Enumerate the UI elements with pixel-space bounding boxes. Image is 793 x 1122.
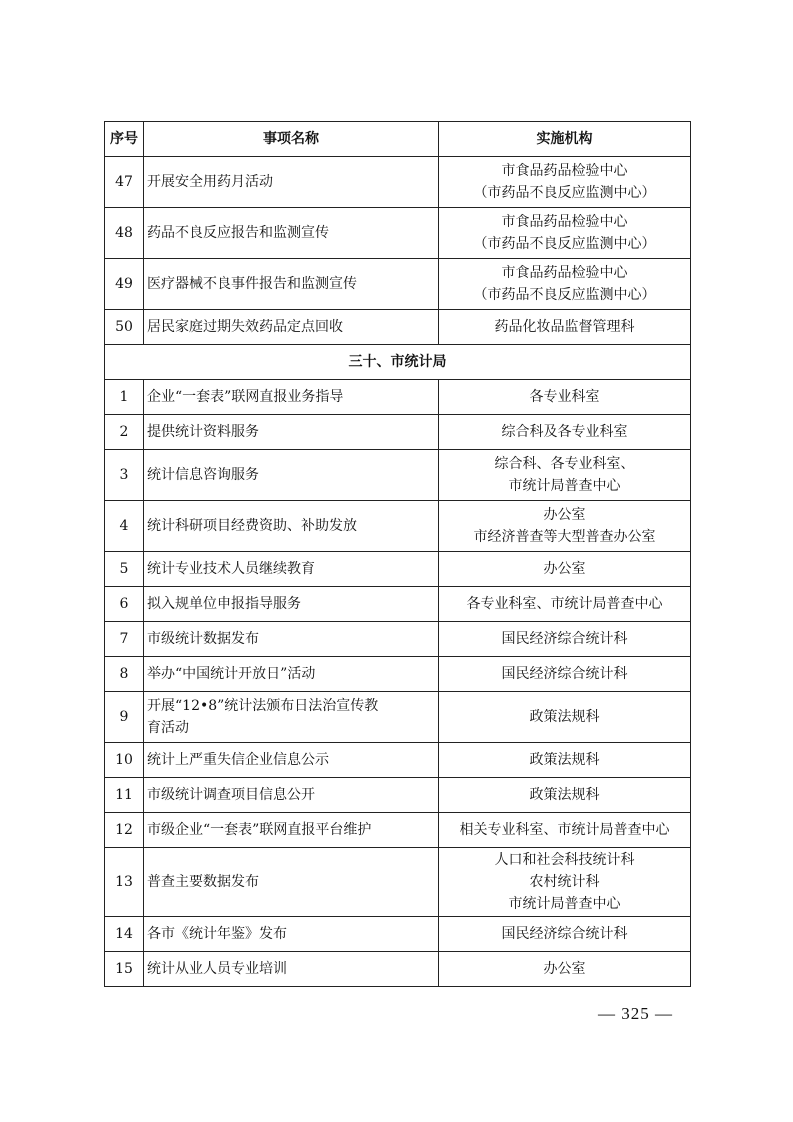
item-name: [144, 622, 439, 657]
item-name-line: 医疗器械不良事件报告和监测宣传: [147, 276, 357, 292]
header-organization: 实施机构: [439, 122, 691, 157]
row-number: 7: [105, 622, 144, 657]
item-name: [144, 587, 439, 622]
item-name: [144, 692, 439, 743]
organization: [439, 208, 691, 259]
organization-line: 相关专业科室、市统计局普查中心: [459, 822, 670, 838]
table-row: [105, 259, 691, 310]
organization-line: 国民经济综合统计科: [501, 631, 628, 647]
organization: [439, 310, 691, 345]
organization: [439, 917, 691, 952]
table-row: [105, 415, 691, 450]
row-number: 6: [105, 587, 144, 622]
organization: [439, 259, 691, 310]
organization-line: 人口和社会科技统计科: [494, 852, 635, 868]
organization: [439, 415, 691, 450]
item-name-line: 普查主要数据发布: [147, 874, 259, 890]
item-name-line: 拟入规单位申报指导服务: [147, 596, 301, 612]
item-name-line: 举办“中国统计开放日”活动: [147, 666, 316, 682]
row-number: 15: [105, 952, 144, 987]
table-header-row: [105, 122, 691, 157]
organization-line: 国民经济综合统计科: [501, 926, 628, 942]
section-row: [105, 345, 691, 380]
table-row: [105, 450, 691, 501]
item-name: [144, 259, 439, 310]
item-name: [144, 917, 439, 952]
table-row: [105, 692, 691, 743]
table-row: [105, 917, 691, 952]
item-name-line: 各市《统计年鉴》发布: [147, 926, 287, 942]
organization-line: 农村统计科: [529, 874, 600, 890]
row-number: 9: [105, 692, 144, 743]
item-name: [144, 208, 439, 259]
organization-line: （市药品不良反应监测中心）: [473, 185, 656, 201]
organization: [439, 501, 691, 552]
table-row: [105, 157, 691, 208]
organization-line: 综合科及各专业科室: [501, 424, 628, 440]
item-name-line: 统计科研项目经费资助、补助发放: [147, 518, 357, 534]
row-number: 47: [105, 157, 144, 208]
organization-line: 市食品药品检验中心: [501, 163, 628, 179]
table-row: [105, 310, 691, 345]
organization: [439, 692, 691, 743]
section-title: 三十、市统计局: [105, 345, 691, 380]
row-number: 4: [105, 501, 144, 552]
table-row: [105, 743, 691, 778]
organization: [439, 848, 691, 917]
organization: [439, 450, 691, 501]
organization-line: 各专业科室、市统计局普查中心: [466, 596, 663, 612]
item-name-line: 市级统计数据发布: [147, 631, 259, 647]
item-name-line: 育活动: [147, 720, 189, 736]
organization: [439, 743, 691, 778]
item-name-line: 提供统计资料服务: [147, 424, 259, 440]
row-number: 5: [105, 552, 144, 587]
organization-line: 政策法规科: [529, 709, 600, 725]
header-number: 序号: [105, 122, 144, 157]
item-name-line: 市级企业“一套表”联网直报平台维护: [147, 822, 372, 838]
item-name: [144, 657, 439, 692]
item-name-line: 药品不良反应报告和监测宣传: [147, 225, 329, 241]
organization-line: 市经济普查等大型普查办公室: [473, 529, 656, 545]
organization-line: 国民经济综合统计科: [501, 666, 628, 682]
item-name-line: 开展“12•8”统计法颁布日法治宣传教: [147, 698, 379, 714]
items-table: [104, 121, 691, 987]
organization: [439, 552, 691, 587]
row-number: 14: [105, 917, 144, 952]
organization-line: 办公室: [543, 507, 586, 523]
organization-line: 市统计局普查中心: [508, 478, 621, 494]
item-name-line: 统计信息咨询服务: [147, 467, 259, 483]
table-row: [105, 501, 691, 552]
table-row: [105, 657, 691, 692]
organization-line: （市药品不良反应监测中心）: [473, 236, 656, 252]
table-row: [105, 587, 691, 622]
table-row: [105, 952, 691, 987]
item-name: [144, 813, 439, 848]
item-name: [144, 848, 439, 917]
row-number: 10: [105, 743, 144, 778]
item-name: [144, 450, 439, 501]
organization-line: 办公室: [543, 561, 586, 577]
item-name: [144, 380, 439, 415]
item-name-line: 居民家庭过期失效药品定点回收: [147, 319, 343, 335]
row-number: 1: [105, 380, 144, 415]
item-name: [144, 552, 439, 587]
row-number: 50: [105, 310, 144, 345]
row-number: 8: [105, 657, 144, 692]
item-name-line: 统计上严重失信企业信息公示: [147, 752, 329, 768]
organization-line: 办公室: [543, 961, 586, 977]
table-row: [105, 552, 691, 587]
row-number: 3: [105, 450, 144, 501]
organization-line: 市食品药品检验中心: [501, 214, 628, 230]
row-number: 11: [105, 778, 144, 813]
table-row: [105, 208, 691, 259]
item-name-line: 统计专业技术人员继续教育: [147, 561, 315, 577]
organization-line: 药品化妆品监督管理科: [494, 319, 635, 335]
organization: [439, 778, 691, 813]
item-name-line: 企业“一套表”联网直报业务指导: [147, 389, 344, 405]
organization-line: （市药品不良反应监测中心）: [473, 287, 656, 303]
page-number: — 325 —: [598, 1004, 673, 1023]
item-name: [144, 310, 439, 345]
row-number: 13: [105, 848, 144, 917]
organization-line: 政策法规科: [529, 752, 600, 768]
organization: [439, 813, 691, 848]
item-name-line: 统计从业人员专业培训: [147, 961, 287, 977]
table-row: [105, 380, 691, 415]
table-row: [105, 622, 691, 657]
table-row: [105, 848, 691, 917]
table-row: [105, 813, 691, 848]
organization-line: 政策法规科: [529, 787, 600, 803]
item-name: [144, 157, 439, 208]
table-row: [105, 778, 691, 813]
organization-line: 市统计局普查中心: [508, 896, 621, 912]
organization: [439, 380, 691, 415]
row-number: 2: [105, 415, 144, 450]
item-name: [144, 778, 439, 813]
organization: [439, 157, 691, 208]
row-number: 48: [105, 208, 144, 259]
item-name: [144, 743, 439, 778]
item-name: [144, 952, 439, 987]
organization-line: 市食品药品检验中心: [501, 265, 628, 281]
organization: [439, 952, 691, 987]
item-name-line: 开展安全用药月活动: [147, 174, 273, 190]
organization-line: 综合科、各专业科室、: [494, 456, 635, 472]
item-name-line: 市级统计调查项目信息公开: [147, 787, 315, 803]
header-item-name: 事项名称: [144, 122, 439, 157]
organization-line: 各专业科室: [529, 389, 600, 405]
row-number: 49: [105, 259, 144, 310]
item-name: [144, 415, 439, 450]
organization: [439, 657, 691, 692]
organization: [439, 587, 691, 622]
row-number: 12: [105, 813, 144, 848]
organization: [439, 622, 691, 657]
table-body: [105, 157, 691, 987]
item-name: [144, 501, 439, 552]
